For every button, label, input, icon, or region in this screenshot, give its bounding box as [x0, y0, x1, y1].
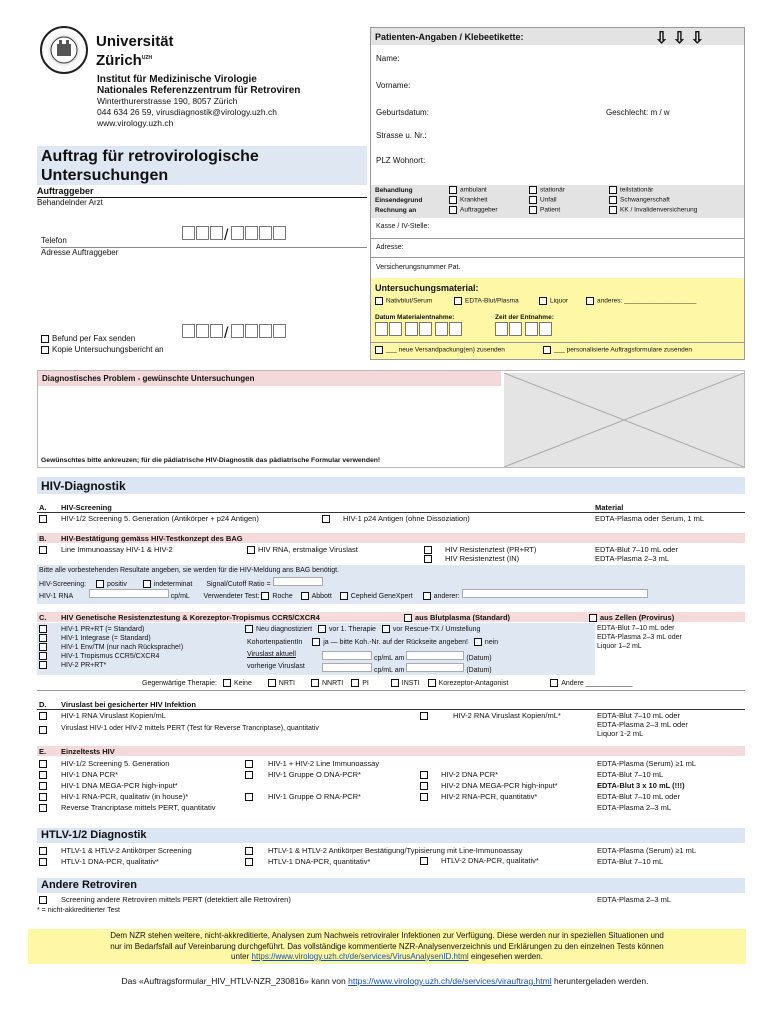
analysenverzeichnis-link[interactable]: https://www.virology.uzh.ch/de/services/VirusAnalysenID.html: [251, 952, 469, 961]
university-name: Universität Zürich$^{UZH}$: [96, 33, 174, 69]
telefon-boxes[interactable]: /: [182, 226, 287, 245]
diagnostic-problem-section: Diagnostisches Problem - gewünschte Untersuchungen Gewünschtes bitte ankreuzen; für die pädiatrische HIV-Diagnostik das pädiatrische Formular verwenden!: [37, 370, 745, 468]
zeit-boxes[interactable]: [495, 322, 553, 338]
hiv-section: A. HIV-Screening Material HIV-1/2 Screening 5. Generation (Antikörper + p24 Antigen) HIV-1 p24 Antigen (ohne Dissoziation) EDTA-Plasma oder Serum, 1 mL B. HIV-Bestätigung gemäss HIV-Testkonzept des BAG Line Immunoassay HIV-1 & HIV-2 HIV RNA, erstmalige Viruslast HIV Resistenztest (PR+RT) HIV Resistenztest (IN) EDTA-Blut 7–10 mL oder EDTA-Plasma 2–3 mL Bitte alle vorbestehenden Resultate angeben, sie werden für die HIV-Meldung ans BAG benötigt. HIV-Screening: positiv indeterminat Signal/Cutoff Ratio = HIV-1 RNA cp/mL Verwendeter Test: Roche Abbott Cepheid GeneXpert anderer: C. HIV Genetische Resistenztestung & Korezeptor-Tropismus CCR5/CXCR4 aus Blutplasma (Standard) aus Zellen (Provirus) HIV-1 PR+RT (= Standard) HIV-1 Integrase (= Standard) HIV-1 Env/TM (nur nach Rücksprache!) HIV-1 Tropismus CCR5/CXCR4 HIV-2 PR+RT* Neu diagnostiziert vor 1. Therapie vor Rescue-TX / Umstellung KohortenpatientIn ja — bitte Koh.-Nr. auf der Rückseite angeben! nein Viruslast aktuell vorherige Viruslast cp/mL am (Datum) cp/mL am (Datum) EDTA-Blut 7–10 mL oder EDTA-Plasma 2–3 mL oder Liquor 1–2 mL Gegenwärtige Therapie: Keine NRTI NNRTI PI INSTI Korezeptor-Antagonist Andere ____________ D. Viruslast bei gesicherter HIV Infektion HIV-1 RNA Viruslast Kopien/mL HIV-2 RNA Viruslast Kopien/mL* Viruslast HIV-1 oder HIV-2 mittels PERT (Test für Reverse Trancriptase), quantitativ EDTA-Blut 7–10 mL oder EDTA-Plasma 2–3 mL oder Liquor 1-2 mL: [37, 500, 745, 800]
htlv-section: HTLV-1 & HTLV-2 Antikörper Screening HTLV-1 DNA-PCR, qualitativ* HTLV-1 & HTLV-2 Antikörper Bestätigung/Typisierung mit Line-Immunoassay HTLV-1 DNA-PCR, quantitativ* HTLV-2 DNA-PCR, qualitativ* EDTA-Plasma (Serum) ≥1 mL EDTA-Blut 7–10 mL: [37, 844, 745, 870]
adresse-label: Adresse Auftraggeber: [41, 247, 367, 257]
fax-checkbox[interactable]: [41, 335, 49, 343]
telefon-label: Telefon: [41, 236, 67, 245]
einzeltests-section: E. Einzeltests HIV HIV-1/2 Screening 5. Generation HIV-1 DNA PCR* HIV-1 DNA MEGA-PCR high-input* HIV-1 RNA-PCR, qualitativ (in house)* Reverse Trancriptase mittels PERT, quantitativ HIV-1 + HIV-2 Line Immunoassay HIV-1 Gruppe O DNA-PCR* HIV-1 Gruppe O RNA-PCR* HIV-2 DNA PCR* HIV-2 DNA MEGA-PCR high-input* HIV-2 RNA-PCR, quantitativ* EDTA-Plasma (Serum) ≥1 mL EDTA-Blut 7–10 mL EDTA-Blut 3 x 10 mL (!!!) EDTA-Blut 7–10 mL oder EDTA-Plasma 2–3 mL: [37, 746, 745, 826]
patient-box: Patienten-Angaben / Klebeetikette: ⇩ ⇩ ⇩ Name: Vorname: Geburtsdatum: Geschlecht: m / w Strasse u. Nr.: PLZ Wohnort: Behandlung Einsendegrund Rechnung an ambulant stationär teilstationär Krankheit Unfall Schwangerschaft Auftraggeber Patient KK / Invalidenversicherung Kasse / IV-Stelle: Adresse: Versicherungsnummer Pat. Untersuchungsmaterial: Nativblut/Serum EDTA-Blut/Plasma Liquor anderes: ____________________ Datum Materialentnahme: Zeit der Entnahme: ___ neue Versandpackung(en) zusenden ___ personalisierte Auftragsformulare zusenden: [370, 27, 745, 360]
download-note: Das «Auftragsformular_HIV_HTLV-NZR_230816» kann von https://www.virology.uzh.ch/de/services/virauftrag.html heruntergeladen werden.: [121, 976, 649, 986]
material-section: Untersuchungsmaterial: Nativblut/Serum EDTA-Blut/Plasma Liquor anderes: ____________________ Datum Materialentnahme: Zeit der Entnahme: ___ neue Versandpackung(en) zusenden ___ personalisierte Auftragsformulare zusenden: [371, 278, 744, 359]
arrow-down-icon: ⇩ ⇩ ⇩: [654, 30, 704, 47]
htlv-heading: HTLV-1/2 Diagnostik: [37, 828, 745, 843]
patient-header: Patienten-Angaben / Klebeetikette: ⇩ ⇩ ⇩: [371, 28, 744, 45]
andere-section: Screening andere Retroviren mittels PERT (detektiert alle Retroviren) EDTA-Plasma 2–3 mL * = nicht-akkreditierter Test: [37, 895, 672, 914]
behandlung-grid: Behandlung Einsendegrund Rechnung an ambulant stationär teilstationär Krankheit Unfall Schwangerschaft Auftraggeber Patient KK / Invalidenversicherung: [371, 185, 744, 218]
datum-boxes[interactable]: [375, 322, 463, 338]
fax-boxes[interactable]: /: [182, 324, 287, 343]
auftrag-download-link[interactable]: https://www.virology.uzh.ch/de/services/virauftrag.html: [348, 976, 552, 986]
behandelnder-arzt-label: Behandelnder Arzt: [37, 197, 367, 207]
auftraggeber-section: Auftraggeber Behandelnder Arzt / Telefon Adresse Auftraggeber / Befund per Fax senden Kopie Untersuchungsbericht an: [37, 186, 367, 356]
footer-note: Dem NZR stehen weitere, nicht-akkreditierte, Analysen zum Nachweis retroviraler Infektionen zur Verfügung. Diese werden nur in speziellen Situationen und nur im Bedarfsfall auf Vereinbarung durchgeführt. Das vollständige kommentierte NZR-Analysenverzeichnis und Erklärungen zu den einzelnen Tests können unter https://www.virology.uzh.ch/de/services/VirusAnalysenID.html eingesehen werden.: [28, 929, 746, 964]
sample-label-area: [504, 373, 744, 467]
andere-heading: Andere Retroviren: [37, 878, 745, 893]
form-title: Auftrag für retrovirologische Untersuchungen: [37, 146, 367, 185]
institute-address: Institut für Medizinische Virologie Nationales Referenzzentrum für Retroviren Winterthurerstrasse 190, 8057 Zürich 044 634 26 59, virusdiagnostik@virology.uzh.ch www.virology.uzh.ch: [97, 74, 301, 128]
kopie-checkbox[interactable]: [41, 346, 49, 354]
university-seal-logo: [40, 26, 88, 74]
hiv-heading: HIV-Diagnostik: [37, 477, 745, 494]
